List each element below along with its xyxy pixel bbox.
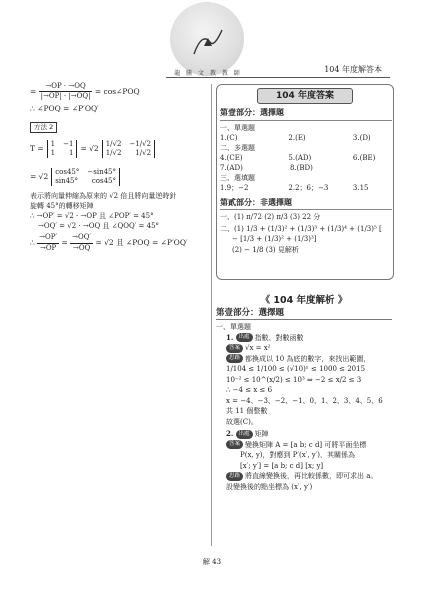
- matrix-2-cell: 1/√2: [105, 140, 122, 149]
- answer-item: 6.(BE): [352, 154, 376, 163]
- answers-single-row: [220, 133, 392, 143]
- part-rule: [220, 209, 392, 210]
- answer-item: 8.(BD): [290, 164, 313, 173]
- column-divider: [211, 84, 212, 546]
- matrix-3-cell: −sin45°: [87, 168, 116, 177]
- q2-step-1: 變換矩陣 A = [a b; c d] 可將平面坐標: [245, 440, 367, 449]
- publisher-logo: [166, 2, 250, 86]
- matrix-2-cell: 1/√2: [135, 148, 152, 157]
- q1-step-5: 共 11 個整數: [226, 407, 268, 415]
- q2-source-line: 2. 出處 矩陣: [226, 429, 269, 438]
- answer-item: 3.(D): [352, 133, 371, 142]
- q1-step-4: x = −4、−3、−2、−1、0、1、2、3、4、5、6: [226, 396, 383, 405]
- answers-part2-title: 第貳部分：非選擇題: [220, 197, 292, 207]
- vector-op-line: ∴ →OP′ = √2 · →OP 且 ∠POP′ = 45°: [30, 212, 154, 221]
- q2-strategy: 將直線變換後，再比較係數，即可求出 a。: [245, 472, 378, 480]
- matrix-3-cell: sin45°: [55, 176, 78, 185]
- logo-text: 龍 騰 文 教 教 師: [174, 70, 242, 77]
- q2-step-2: P(x, y)，對應到 P′(x′, y′)，其關係為: [240, 451, 356, 459]
- solutions-section-title: 《 104 年度解析 》: [260, 295, 348, 306]
- q1-step-6: 故選(C)。: [226, 417, 258, 426]
- ratio-equals: =: [61, 238, 68, 248]
- page-header-title: 104 年度解答本: [324, 65, 382, 74]
- rotation-description-1: 表示將向量伸縮為原來的 √2 倍且將向量逆時針: [30, 191, 177, 200]
- q2-step-4: 設變換後的點坐標為 (x′, y′): [226, 482, 313, 491]
- matrix-3-cell: cos45°: [55, 168, 80, 177]
- ratio-fraction-p: [37, 233, 59, 253]
- q1-source-line: 1. 出處 指數、對數函數: [226, 332, 304, 342]
- cos-fraction-num: →OP · →OQ: [39, 82, 93, 92]
- nonchoice-answer-2b: − [1/3 + (1/3)² + (1/3)³]: [232, 235, 317, 244]
- solutions-body: [216, 322, 394, 492]
- cos-fraction: [39, 82, 93, 102]
- q1-step-1: 1/104 ≤ 1/100 ≤ (√10)ˣ ≤ 1000 ≤ 2015: [226, 365, 366, 373]
- ratio-fraction-p-num: →OP′: [37, 233, 59, 243]
- matrix-1-cell: 1: [69, 148, 74, 157]
- q2-step-3: [x′; y′] = [a b; c d] [x; y]: [240, 461, 324, 470]
- q1-step-3: ∴ −4 ≤ x ≤ 6: [226, 386, 273, 394]
- method-2-row: [30, 120, 206, 135]
- answers-fill-row: [220, 183, 392, 193]
- q2-strategy-line: [216, 471, 394, 482]
- answer-item: 4.(CE): [220, 154, 243, 163]
- q1-strategy-tag: 思路: [226, 354, 243, 363]
- matrix-3-cell: cos45°: [91, 176, 116, 185]
- matrix-1-cell: 1: [50, 148, 56, 157]
- nonchoice-answer-2c: (2) − 1/8 (3) 見解析: [232, 245, 299, 254]
- answer-item: 2.(E): [288, 133, 306, 142]
- ratio-fraction-q-num: →OQ′: [70, 233, 93, 243]
- nonchoice-answer-2a: 二、(1) 1/3 + (1/3)² + (1/3)³ + (1/3)⁴ + (1/3)⁵ [: [220, 225, 382, 234]
- header-rule: [166, 77, 390, 78]
- angle-equal-line: ∴ ∠POQ = ∠P′OQ′: [30, 104, 99, 113]
- q1-source-tag: 出處: [236, 333, 253, 342]
- ratio-rest: = √2 且 ∠POQ = ∠P′OQ′: [95, 238, 188, 248]
- method-2-label: 方法 2: [30, 122, 57, 133]
- sqrt2-factor: = √2: [80, 143, 99, 153]
- rotation-description-2: 旋轉 45°的轉移矩陣: [30, 201, 94, 210]
- q1-strategy-line: [216, 354, 394, 365]
- q1-answer: √x = x²: [245, 344, 271, 352]
- left-column: [30, 82, 206, 255]
- matrix-2-cell: 1/√2: [105, 148, 122, 157]
- solutions-single-head: 一、單選題: [216, 323, 251, 331]
- answer-box-title: 104 年度答案: [257, 88, 353, 104]
- cos-fraction-den: |→OP| · |→OQ|: [40, 92, 91, 101]
- cos-equation: = $\frac{\to OP \cdot \to OQ}{|\to OP| \cdot |\to OQ|}$ = cos∠POQ: [30, 82, 140, 101]
- answer-item: 1.(C): [220, 133, 238, 142]
- q1-answer-line: [216, 343, 394, 354]
- page-number: 解 43: [202, 558, 222, 566]
- solutions-rule: [216, 319, 392, 320]
- matrix-T-line: [30, 135, 206, 163]
- solutions-section-title-text: 104 年度解析: [273, 295, 335, 306]
- answer-item: 2.2；6；−3: [288, 184, 329, 193]
- cos-equation-rest: = cos∠POQ: [94, 86, 140, 96]
- answers-fill-head: 三、選填題: [220, 174, 255, 183]
- answer-item: 3.15: [352, 184, 369, 193]
- ratio-line: [30, 233, 206, 255]
- sqrt2-factor-b: = √2: [30, 171, 49, 181]
- q1-strategy: 都換成以 10 為底的數字，來找出範圍，: [245, 354, 371, 363]
- q2-answer-tag: 答案: [226, 440, 243, 449]
- matrix-3: [51, 168, 120, 186]
- answers-single-head: 一、單選題: [220, 123, 255, 132]
- part-rule: [220, 120, 392, 121]
- answers-multi-row-2: [220, 163, 392, 173]
- matrix-2-cell: −1/√2: [129, 140, 152, 149]
- q1-step-2: 10⁻² ≤ 10^(x/2) ≤ 10³ ⇒ −2 ≤ x/2 ≤ 3: [226, 375, 362, 384]
- nonchoice-answer-1: 一、(1) π/72 (2) π/3 (3) 22 分: [220, 213, 321, 222]
- matrix-1-cell: −1: [63, 140, 74, 149]
- vector-oq-line: →OQ′ = √2 · →OQ 且 ∠QOQ′ = 45°: [38, 222, 160, 231]
- answers-multi-head: 二、多選題: [220, 143, 255, 152]
- ratio-fraction-p-den: →OP: [39, 243, 57, 252]
- answer-item: 5.(AD): [288, 154, 312, 163]
- solutions-part1-title: 第壹部分：選擇題: [216, 308, 285, 318]
- matrix-2: [102, 140, 155, 158]
- answers-multi-row-1: [220, 153, 392, 163]
- matrix-1-cell: 1: [50, 140, 56, 149]
- q1-topic: 指數、對數函數: [254, 333, 304, 342]
- q2-source-tag: 出處: [236, 430, 253, 439]
- ratio-fraction-q: [70, 233, 93, 253]
- matrix-T-label: T =: [30, 143, 44, 153]
- q2-topic: 矩陣: [254, 430, 269, 438]
- ratio-fraction-q-den: →OQ: [72, 243, 91, 252]
- matrix-1: [47, 140, 78, 158]
- ratio-therefore: ∴: [30, 238, 35, 248]
- q2-answer-line: [216, 440, 394, 451]
- answer-item: 7.(AD): [220, 164, 243, 173]
- answer-item: 1.9；−2: [220, 184, 249, 193]
- answers-part1-title: 第壹部分：選擇題: [220, 108, 284, 117]
- answer-box-content: [220, 106, 392, 255]
- rotation-matrix-line: [30, 163, 206, 191]
- q1-answer-tag: 答案: [226, 344, 243, 353]
- q2-strategy-tag: 思路: [226, 472, 243, 481]
